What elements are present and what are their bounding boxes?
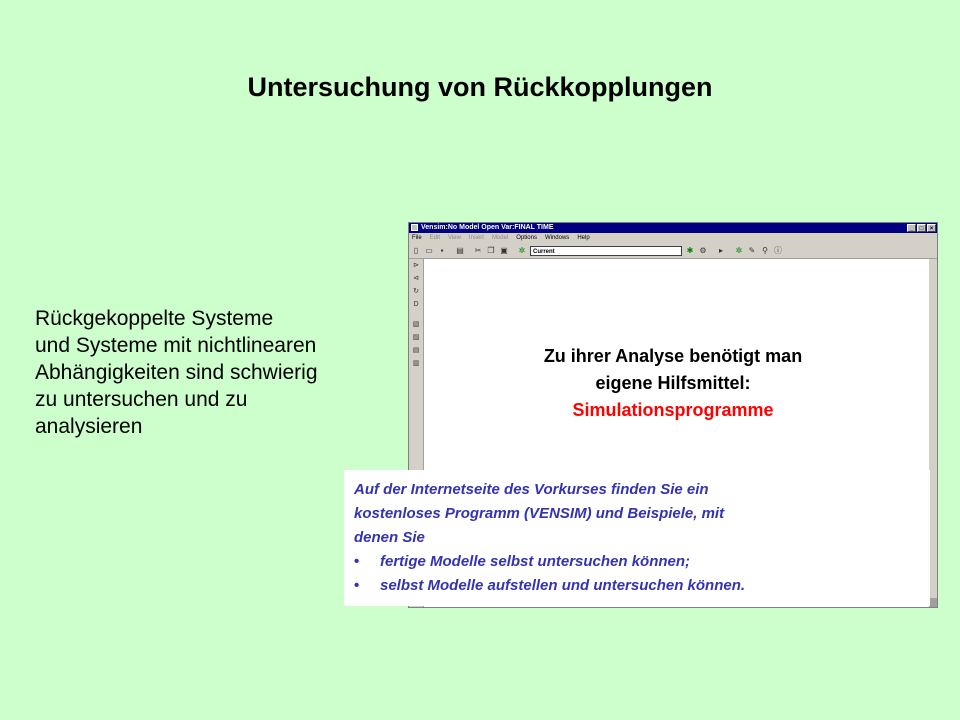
paste-icon[interactable]: ▣ [500, 246, 508, 255]
stop-icon[interactable]: ✲ [735, 246, 743, 255]
copy-icon[interactable]: ❐ [487, 246, 495, 255]
slide-title: Untersuchung von Rückkopplungen [247, 72, 713, 102]
menu-options[interactable]: Options [516, 235, 537, 241]
intro-line: und Systeme mit nichtlinearen [35, 334, 317, 357]
runs-compare-icon[interactable]: ▥ [412, 360, 420, 367]
bullet-icon: • [354, 577, 360, 594]
analysis-line: eigene Hilfsmittel: [595, 373, 751, 393]
maximize-button[interactable]: □ [917, 224, 926, 232]
info-line: kostenloses Programm (VENSIM) und Beispiele, mit [354, 505, 725, 522]
info-bullet [354, 574, 920, 598]
intro-line: zu untersuchen und zu [35, 388, 248, 411]
game-icon[interactable]: ⚙ [699, 246, 707, 255]
menu-insert[interactable]: Insert [468, 235, 484, 241]
lock-icon[interactable]: ⚲ [762, 246, 768, 255]
builder-icon[interactable]: ✎ [748, 246, 756, 255]
bullet-icon: • [354, 553, 360, 570]
menu-view[interactable]: View [448, 235, 461, 241]
causes-tree-icon[interactable]: ⊳ [413, 262, 419, 269]
menu-bar [409, 233, 937, 244]
analysis-text [423, 343, 923, 424]
intro-line: analysieren [35, 415, 143, 438]
graph-icon[interactable]: ▧ [412, 321, 420, 328]
new-file-icon[interactable]: ▯ [413, 246, 419, 255]
print-icon[interactable]: ▤ [456, 246, 464, 255]
menu-windows[interactable]: Windows [544, 235, 570, 241]
vensim-app-icon[interactable] [411, 224, 418, 231]
window-title: Vensim:No Model Open Var:FINAL TIME [421, 224, 554, 231]
vertical-scrollbar[interactable] [929, 259, 937, 607]
uses-tree-icon[interactable]: ⊲ [413, 275, 419, 282]
analysis-highlight: Simulationsprogramme [572, 400, 774, 420]
info-line: denen Sie [354, 529, 425, 546]
save-icon[interactable]: ▪ [440, 246, 444, 255]
minimize-button[interactable]: _ [907, 224, 916, 232]
close-button[interactable]: × [927, 224, 936, 232]
scrollbar-thumb[interactable] [929, 598, 937, 607]
simulate-icon[interactable]: ✲ [518, 246, 526, 255]
info-bullet-text: selbst Modelle aufstellen und untersuchen können. [380, 577, 746, 594]
menu-edit[interactable]: Edit [429, 235, 441, 241]
menu-model[interactable]: Model [491, 235, 509, 241]
runname-input[interactable]: Current [530, 246, 682, 256]
menu-file[interactable]: File [412, 235, 422, 241]
info-box [344, 470, 930, 606]
causes-strip-icon[interactable]: ▨ [412, 334, 420, 341]
table-icon[interactable]: ▤ [412, 347, 420, 354]
document-icon[interactable]: D [413, 301, 419, 308]
info-line: Auf der Internetseite des Vorkurses finden Sie ein [354, 481, 709, 498]
intro-text [35, 305, 405, 440]
info-bullet-text: fertige Modelle selbst untersuchen können; [380, 553, 691, 570]
intro-line: Abhängigkeiten sind schwierig [35, 361, 318, 384]
menu-help[interactable]: Help [577, 235, 590, 241]
info-icon[interactable]: ⓘ [774, 246, 782, 255]
intro-line: Rückgekoppelte Systeme [35, 307, 274, 330]
synthesim-icon[interactable]: ✱ [686, 246, 694, 255]
toolbar [409, 244, 937, 259]
loops-icon[interactable]: ↻ [413, 288, 419, 295]
cut-icon[interactable]: ✂ [474, 246, 482, 255]
analysis-line: Zu ihrer Analyse benötigt man [543, 346, 803, 366]
open-folder-icon[interactable]: ▭ [425, 246, 433, 255]
info-bullet [354, 550, 920, 574]
window-titlebar[interactable] [409, 223, 937, 233]
set-icon[interactable]: ▸ [718, 246, 723, 255]
